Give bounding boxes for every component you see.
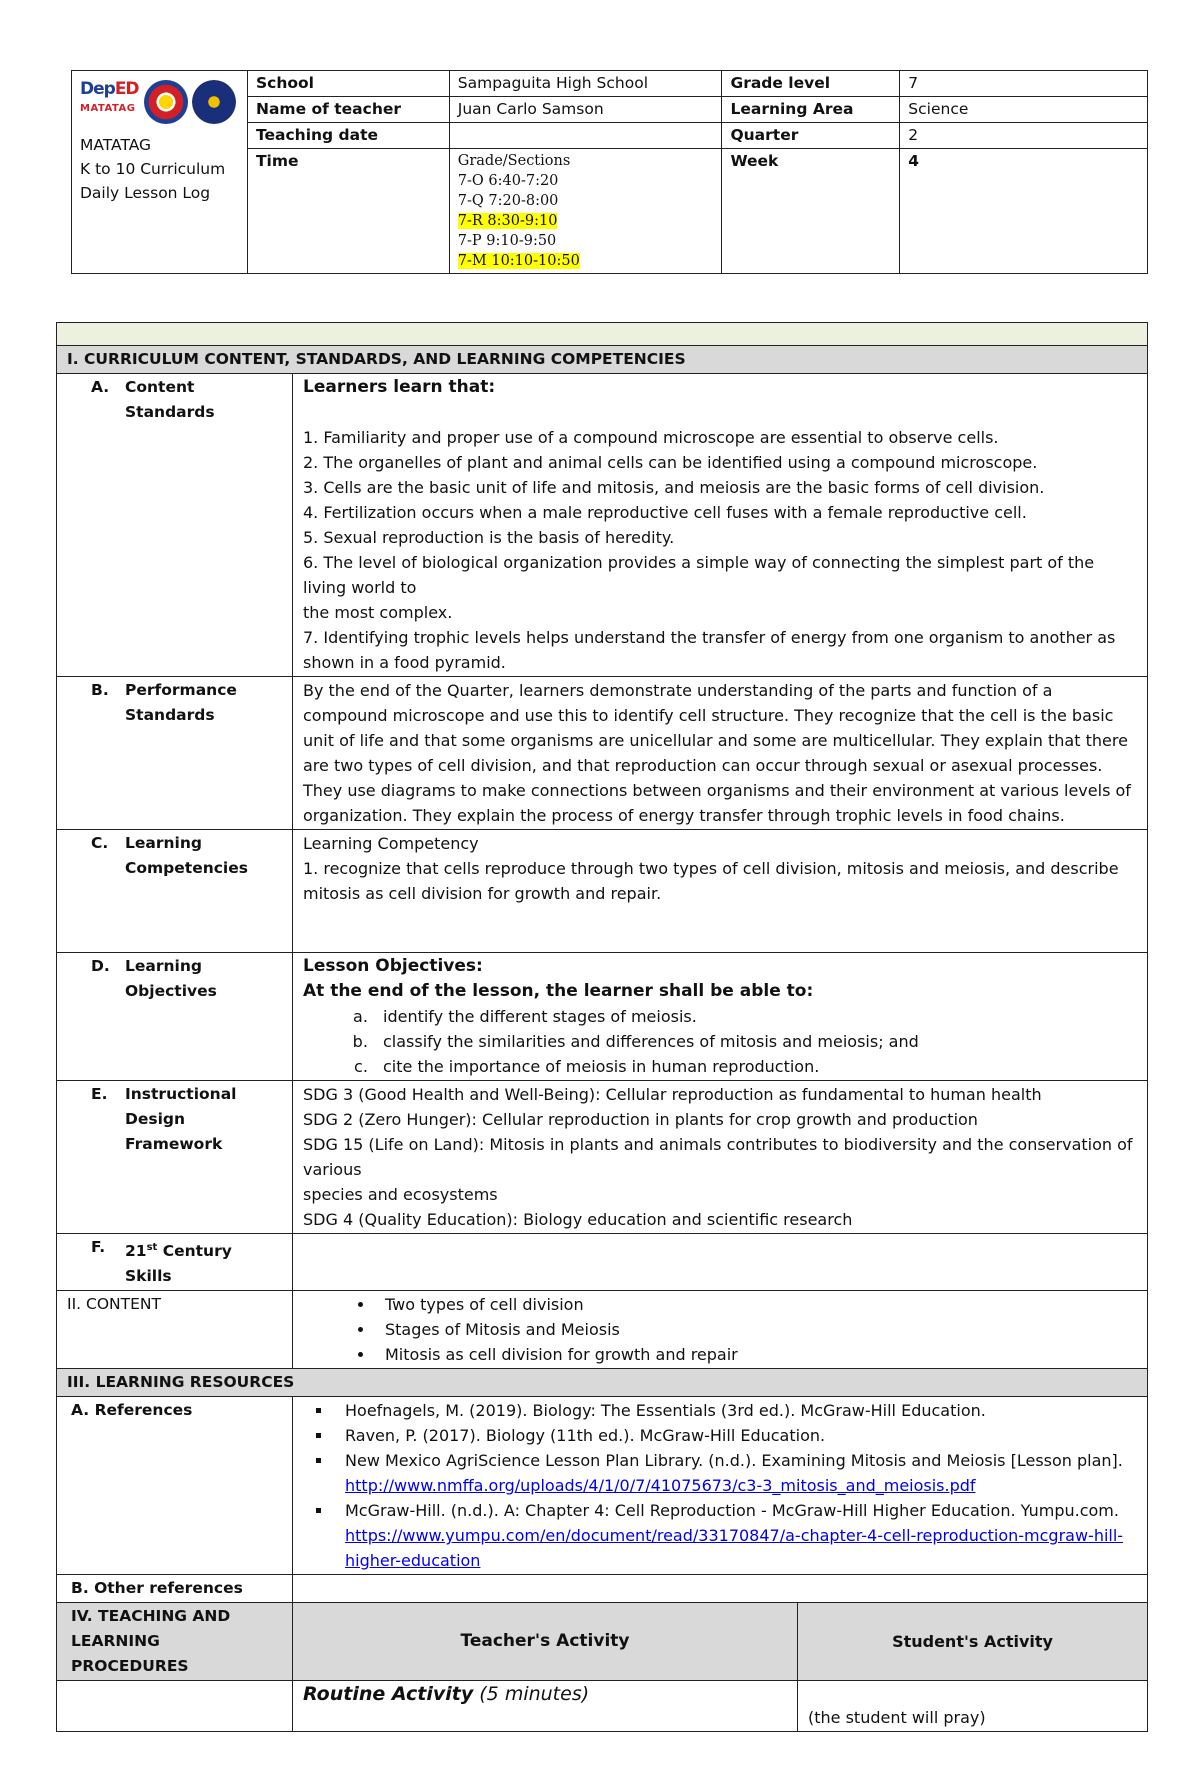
- performance-standards-text: By the end of the Quarter, learners demonstrate understanding of the parts and function of a compound microscope and use this to identify cell structure. They recognize that the cell is the basic unit of life and that some organisms are unicellular and some are multicellular. They explain that there are two types of cell division, and that reproduction can occur through sexual or asexual processes. They use diagrams to make connections between organisms and their environment at various levels of organization. They explain the process of energy transfer through trophic levels in food chains.: [293, 677, 1148, 830]
- grade-label: Grade level: [722, 71, 900, 97]
- content-row: [57, 1291, 1148, 1369]
- routine-cell: [293, 1681, 798, 1732]
- student-note: (the student will pray): [798, 1681, 1148, 1732]
- content-label: II. CONTENT: [57, 1291, 293, 1369]
- standard-item: 5. Sexual reproduction is the basis of heredity.: [303, 528, 675, 547]
- standard-item: 7. Identifying trophic levels helps understand the transfer of energy from one organism to another as shown in a food pyramid.: [303, 628, 1116, 672]
- references-row: [57, 1397, 1148, 1575]
- reference-link[interactable]: https://www.yumpu.com/en/document/read/33170847/a-chapter-4-cell-reproduction-mcgraw-hill-higher-education: [345, 1526, 1124, 1571]
- content-item: • Mitosis as cell division for growth and repair: [375, 1342, 1137, 1367]
- date-label: Teaching date: [247, 123, 449, 149]
- area-label: Learning Area: [722, 97, 900, 123]
- grade-value: 7: [900, 71, 1148, 97]
- time-label: Time: [247, 149, 449, 274]
- learning-objectives-cell: [293, 953, 1148, 1081]
- competency-text: 1. recognize that cells reproduce through two types of cell division, mitosis and meiosis, and describe mitosis as cell division for growth and repair.: [303, 859, 1119, 903]
- instructional-design-row: E. Instructional Design Framework SDG 3 (Good Health and Well-Being): Cellular reproduction as fundamental to human health SDG 2 (Zero Hunger): Cellular reproduction in plants for crop growth and production SDG 15 (Life on Land): Mitosis in plants and animals contributes to biodiversity and the conservation of various species and ecosystems SDG 4 (Quality Education): Biology education and scientific research: [57, 1081, 1148, 1234]
- time-list: [449, 149, 722, 274]
- procedures-header-row: [57, 1603, 1148, 1681]
- learning-competencies-label: Learning Competencies: [125, 834, 248, 877]
- reference-item: ▪ Raven, P. (2017). Biology (11th ed.). McGraw-Hill Education.: [333, 1423, 1137, 1448]
- learning-competencies-cell: [293, 830, 1148, 953]
- skills-label: 21st Century Skills: [125, 1242, 232, 1286]
- references-cell: [293, 1397, 1148, 1575]
- other-references-value: [293, 1575, 1148, 1603]
- standard-item: 4. Fertilization occurs when a male reproductive cell fuses with a female reproductive cell.: [303, 503, 1027, 522]
- content-cell: [293, 1291, 1148, 1369]
- logo-cell: [72, 71, 248, 274]
- section-header: I. CURRICULUM CONTENT, STANDARDS, AND LEARNING COMPETENCIES: [57, 346, 1148, 374]
- curriculum-title-line: Daily Lesson Log: [80, 184, 211, 202]
- time-line: 7-Q 7:20-8:00: [457, 193, 559, 209]
- objectives-subheading: At the end of the lesson, the learner shall be able to:: [303, 981, 814, 1001]
- sdg-line: species and ecosystems: [303, 1185, 498, 1204]
- standard-item: 3. Cells are the basic unit of life and mitosis, and meiosis are the basic forms of cell division.: [303, 478, 1045, 497]
- routine-row: [57, 1681, 1148, 1732]
- bagong-pilipinas-seal-icon: [144, 80, 188, 124]
- standard-item: 2. The organelles of plant and animal cells can be identified using a compound microscope.: [303, 453, 1038, 472]
- routine-title: Routine Activity (5 minutes): [303, 1683, 590, 1706]
- green-header-row: [57, 323, 1148, 346]
- lesson-log-header: [71, 70, 1148, 274]
- standard-item: 6. The level of biological organization provides a simple way of connecting the simplest part of the living world to: [303, 553, 1095, 597]
- objective-item: c. cite the importance of meiosis in human reproduction.: [373, 1054, 1137, 1079]
- quarter-label: Quarter: [722, 123, 900, 149]
- reference-item: ▪ Hoefnagels, M. (2019). Biology: The Essentials (3rd ed.). McGraw-Hill Education.: [333, 1398, 1137, 1423]
- sdg-line: SDG 3 (Good Health and Well-Being): Cellular reproduction as fundamental to human health: [303, 1085, 1042, 1104]
- standard-item: the most complex.: [303, 603, 453, 622]
- student-activity-heading: Student's Activity: [798, 1603, 1148, 1681]
- sdg-line: SDG 4 (Quality Education): Biology education and scientific research: [303, 1210, 853, 1229]
- time-line-highlighted: 7-R 8:30-9:10: [457, 213, 558, 229]
- references-list: [303, 1398, 1137, 1573]
- learning-competencies-row: C. Learning Competencies Learning Competency 1. recognize that cells reproduce through two types of cell division, mitosis and meiosis, and describe mitosis as cell division for growth and repair.: [57, 830, 1148, 953]
- references-label: A. References: [57, 1397, 293, 1575]
- deped-logo-text: DepED: [80, 79, 139, 99]
- other-references-row: [57, 1575, 1148, 1603]
- section-header: III. LEARNING RESOURCES: [57, 1369, 1148, 1397]
- area-value: Science: [900, 97, 1148, 123]
- time-line: 7-O 6:40-7:20: [457, 173, 559, 189]
- content-item: • Stages of Mitosis and Meiosis: [375, 1317, 1137, 1342]
- content-item: • Two types of cell division: [375, 1292, 1137, 1317]
- curriculum-title-line: MATATAG: [80, 136, 152, 154]
- school-seal-icon: [192, 80, 236, 124]
- teacher-label: Name of teacher: [247, 97, 449, 123]
- deped-logo: [80, 79, 140, 125]
- learning-objectives-label: Learning Objectives: [125, 957, 217, 1000]
- sdg-line: SDG 15 (Life on Land): Mitosis in plants and animals contributes to biodiversity and the conservation of various: [303, 1135, 1133, 1179]
- standard-item: 1. Familiarity and proper use of a compound microscope are essential to observe cells.: [303, 428, 999, 447]
- instructional-design-label: Instructional Design Framework: [125, 1085, 237, 1153]
- skills-row: F. 21st Century Skills: [57, 1234, 1148, 1291]
- competency-heading: Learning Competency: [303, 834, 479, 853]
- week-label: Week: [722, 149, 900, 274]
- curriculum-title: [80, 133, 239, 205]
- quarter-value: 2: [900, 123, 1148, 149]
- school-value: Sampaguita High School: [449, 71, 722, 97]
- performance-standards-label: Performance Standards: [125, 681, 237, 724]
- logo-row: [80, 77, 239, 127]
- lesson-log-body: [56, 322, 1148, 1732]
- matatag-logo-text: MATATAG: [80, 103, 136, 114]
- time-line-highlighted: 7-M 10:10-10:50: [457, 253, 580, 269]
- time-line: 7-P 9:10-9:50: [457, 233, 557, 249]
- objectives-heading: Lesson Objectives:: [303, 956, 483, 976]
- sdg-line: SDG 2 (Zero Hunger): Cellular reproduction in plants for crop growth and production: [303, 1110, 978, 1129]
- time-line: Grade/Sections: [457, 153, 571, 169]
- teacher-value: Juan Carlo Samson: [449, 97, 722, 123]
- skills-value: [293, 1234, 1148, 1291]
- teacher-activity-heading: Teacher's Activity: [293, 1603, 798, 1681]
- week-value: 4: [900, 149, 1148, 274]
- procedures-label: IV. TEACHING AND LEARNING PROCEDURES: [57, 1603, 293, 1681]
- content-list: [303, 1292, 1137, 1367]
- content-standards-cell: [293, 374, 1148, 677]
- school-label: School: [247, 71, 449, 97]
- reference-link[interactable]: http://www.nmffa.org/uploads/4/1/0/7/41075673/c3-3_mitosis_and_meiosis.pdf: [345, 1476, 976, 1496]
- content-standards-row: A. Content Standards Learners learn that: 1. Familiarity and proper use of a compound microscope are essential to observe cells. 2. The organelles of plant and animal cells can be identified using a compound microscope. 3. Cells are the basic unit of life and mitosis, and meiosis are the basic forms of cell division. 4. Fertilization occurs when a male reproductive cell fuses with a female reproductive cell. 5. Sexual reproduction is the basis of heredity. 6. The level of biological organization provides a simple way of connecting the simplest part of the living world to the most complex. 7. Identifying trophic levels helps understand the transfer of energy from one organism to another as shown in a food pyramid.: [57, 374, 1148, 677]
- reference-item: ▪ McGraw-Hill. (n.d.). A: Chapter 4: Cell Reproduction - McGraw-Hill Higher Education. Yumpu.com. https://www.yumpu.com/en/document/read/33170847/a-chapter-4-cell-reproduction-mcgraw-hill-higher-education: [333, 1498, 1137, 1573]
- content-standards-label: Content Standards: [125, 378, 215, 421]
- date-value: [449, 123, 722, 149]
- content-standards-heading: Learners learn that:: [303, 377, 496, 397]
- performance-standards-row: B. Performance Standards By the end of the Quarter, learners demonstrate understanding of the parts and function of a compound microscope and use this to identify cell structure. They recognize that the cell is the basic unit of life and that some organisms are unicellular and some are multicellular. They explain that there are two types of cell division, and that reproduction can occur through sexual or asexual processes. They use diagrams to make connections between organisms and their environment at various levels of organization. They explain the process of energy transfer through trophic levels in food chains.: [57, 677, 1148, 830]
- instructional-design-cell: [293, 1081, 1148, 1234]
- objective-item: a. identify the different stages of meiosis.: [373, 1004, 1137, 1029]
- curriculum-title-line: K to 10 Curriculum: [80, 160, 226, 178]
- other-references-label: B. Other references: [57, 1575, 293, 1603]
- reference-item: ▪ New Mexico AgriScience Lesson Plan Library. (n.d.). Examining Mitosis and Meiosis [Lesson plan]. http://www.nmffa.org/uploads/4/1/0/7/41075673/c3-3_mitosis_and_meiosis.pdf: [333, 1448, 1137, 1498]
- objective-item: b. classify the similarities and differences of mitosis and meiosis; and: [373, 1029, 1137, 1054]
- objectives-list: [303, 1004, 1137, 1079]
- learning-objectives-row: D. Learning Objectives Lesson Objectives: At the end of the lesson, the learner shall be able to: a. identify the different stages of meiosis. b. classify the similarities and differences of mitosis and meiosis; and c. cite the importance of meiosis in human reproduction.: [57, 953, 1148, 1081]
